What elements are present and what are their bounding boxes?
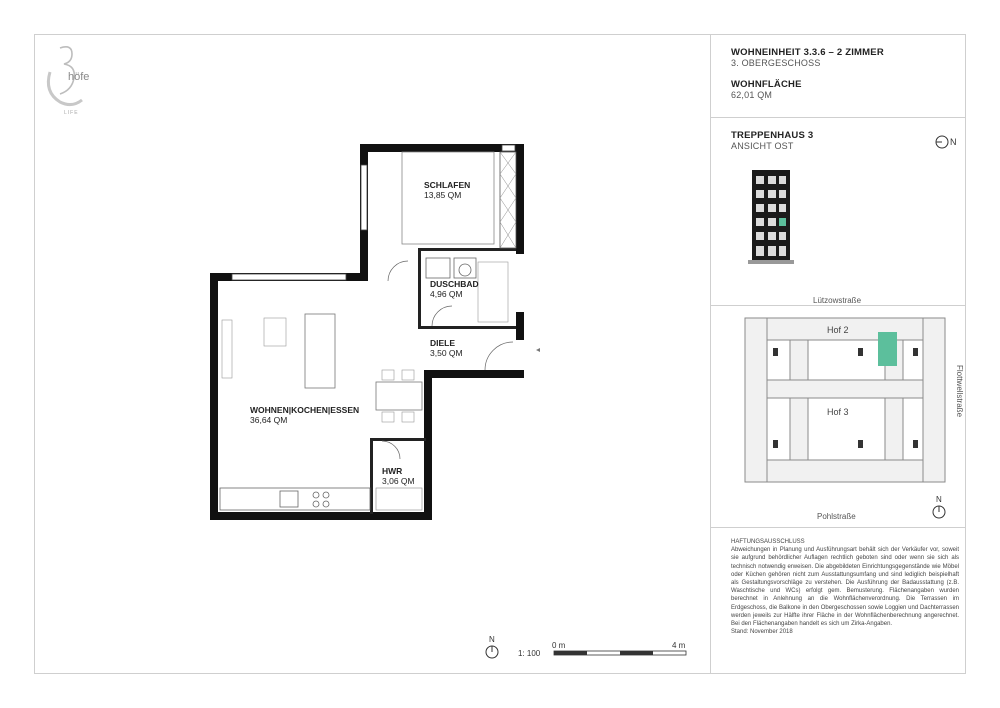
courtyard-hof2: Hof 2 bbox=[827, 325, 849, 335]
disclaimer-date: Stand: November 2018 bbox=[731, 629, 793, 636]
street-south: Pohlstraße bbox=[817, 512, 856, 521]
compass-label: N bbox=[950, 137, 957, 147]
street-north: Lützowstraße bbox=[813, 296, 862, 305]
room-wohnen: WOHNEN|KOCHEN|ESSEN 36,64 QM bbox=[250, 405, 360, 425]
divider-3 bbox=[710, 527, 966, 528]
scale-compass-icon bbox=[486, 635, 498, 658]
area-label: WOHNFLÄCHE bbox=[731, 79, 802, 90]
stair-title: TREPPENHAUS 3 bbox=[731, 130, 814, 141]
panel-divider bbox=[710, 34, 711, 674]
scale-bar bbox=[480, 634, 700, 664]
floor-plan bbox=[200, 140, 540, 525]
street-east: Flottwellstraße bbox=[955, 365, 964, 418]
room-duschbad: DUSCHBAD 4,96 QM bbox=[430, 279, 479, 299]
room-diele: DIELE 3,50 QM bbox=[430, 338, 463, 358]
scale-ratio: 1: 100 bbox=[518, 649, 541, 658]
disclaimer-text: Abweichungen in Planung und Ausführungsart behält sich der Verkäufer vor, soweit sie aufgrund behördlicher Auflagen rechtlich geboten sind oder wenn sie sich als technisch notwendig erweisen. Die abgebildeten Einrichtungsgegenstände wie Möbel oder Küchen gehören nicht zum Ausstattungsumfang und sind lediglich beispielhaft als Gestaltungsvorschläge zu verstehen. Die Ausführung der Badausstattung (z.B. Waschtische und WCs) erfolgt gem. Bemusterung. Flächenangaben wurden berechnet in Anlehnung an die Wohnflächenverordnung. Die Terrassen im Erdgeschoss, die Balkone in den Obergeschossen sowie Loggien und Dachterrassen werden jeweils zur Hälfte ihrer Fläche in der Wohnflächenberechnung angerechnet. Bei den Flächenangaben handelt es sich um Zirka-Angaben. bbox=[731, 547, 959, 628]
logo-tag: LIFE bbox=[64, 110, 79, 116]
disclaimer bbox=[731, 538, 959, 636]
svg-text:N: N bbox=[936, 495, 942, 504]
divider-1 bbox=[710, 117, 966, 118]
building-elevation bbox=[748, 166, 794, 272]
unit-title: WOHNEINHEIT 3.3.6 – 2 ZIMMER bbox=[731, 47, 884, 58]
scale-end: 4 m bbox=[672, 641, 686, 650]
logo-word: höfe bbox=[68, 71, 90, 83]
entrance-arrow-icon bbox=[536, 342, 540, 358]
courtyard-hof3: Hof 3 bbox=[827, 407, 849, 417]
disclaimer-title: HAFTUNGSAUSSCHLUSS bbox=[731, 539, 805, 545]
unit-floor: 3. OBERGESCHOSS bbox=[731, 58, 821, 68]
svg-text:N: N bbox=[489, 635, 495, 644]
room-hwr: HWR 3,06 QM bbox=[382, 466, 415, 486]
scale-start: 0 m bbox=[552, 641, 566, 650]
stair-subtitle: ANSICHT OST bbox=[731, 141, 794, 151]
area-value: 62,01 QM bbox=[731, 90, 773, 100]
unit-highlight bbox=[878, 332, 897, 366]
logo-3hoefe bbox=[42, 42, 92, 122]
siteplan-compass-icon bbox=[933, 495, 945, 518]
site-plan bbox=[735, 290, 965, 526]
compass-icon bbox=[934, 132, 962, 152]
room-schlafen: SCHLAFEN 13,85 QM bbox=[424, 180, 471, 200]
